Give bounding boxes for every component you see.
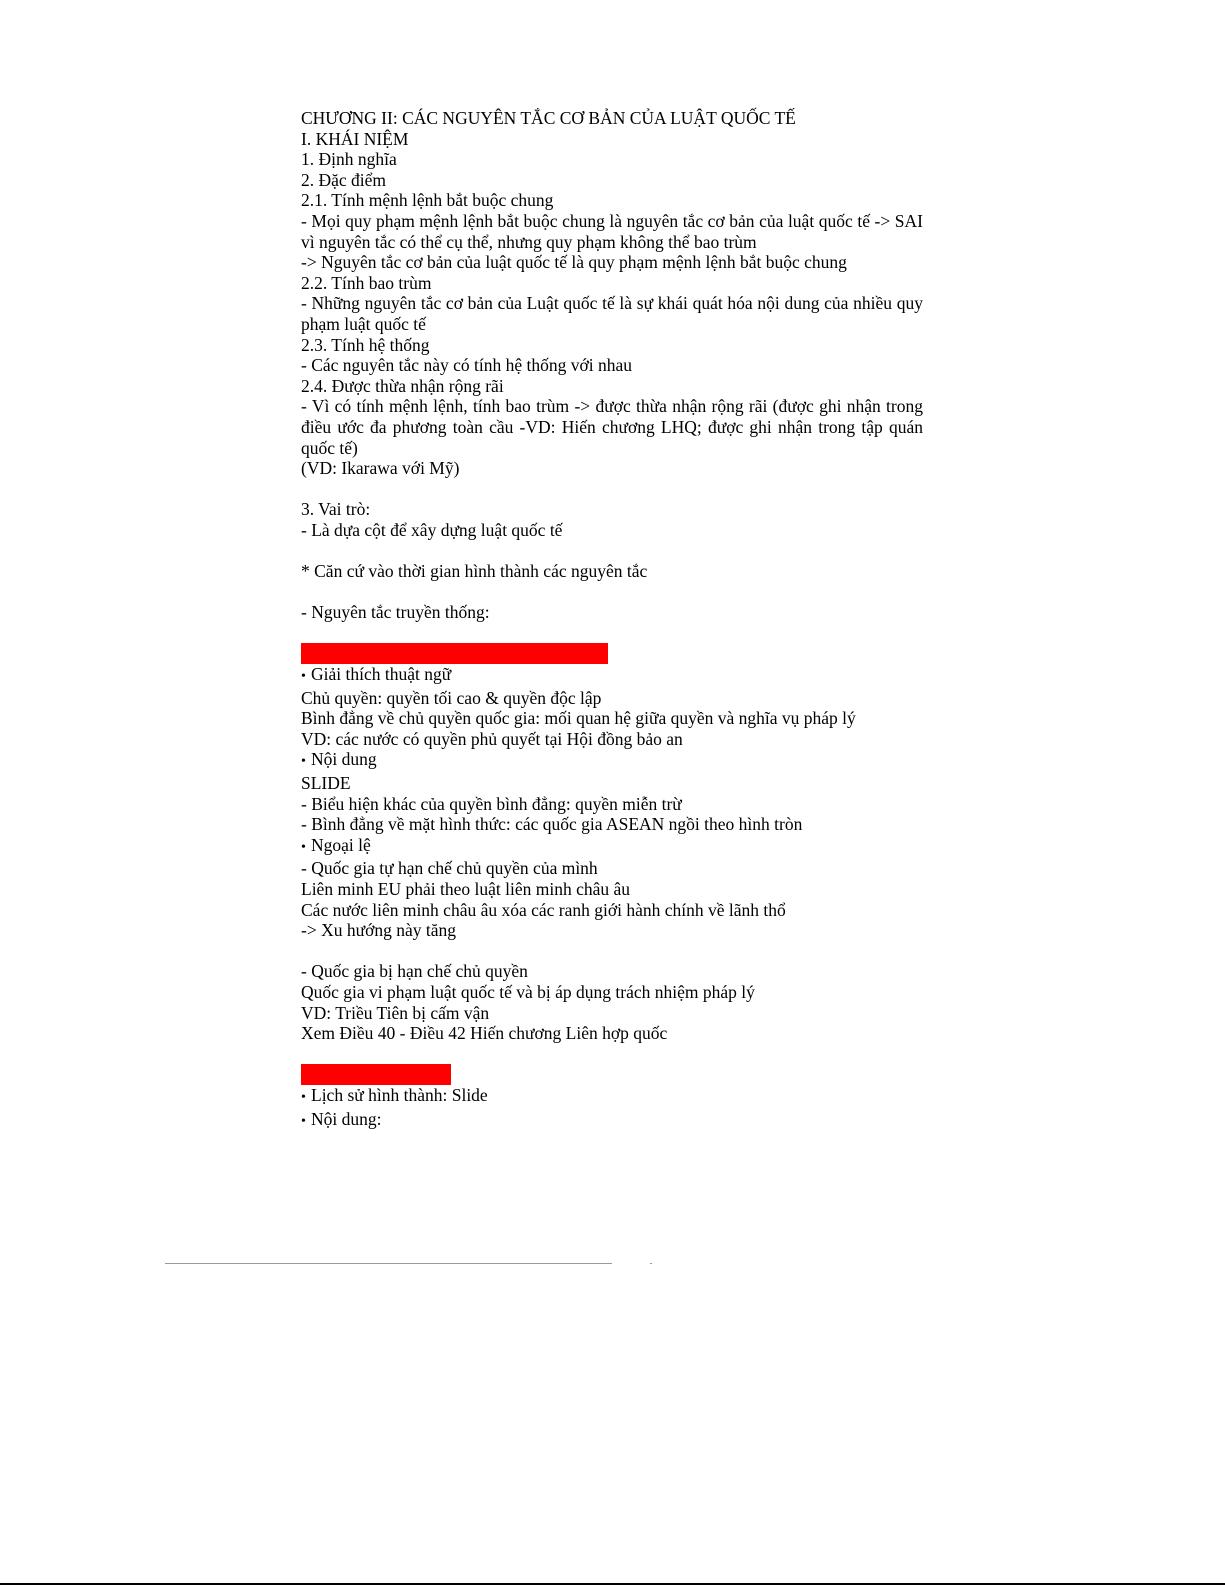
- text-line: 3. Vai trò:: [301, 499, 371, 520]
- text-line: 2.1. Tính mệnh lệnh bắt buộc chung: [301, 190, 554, 211]
- bullet-dot-icon: •: [301, 1113, 306, 1129]
- blank-line: [301, 479, 923, 500]
- page-divider-gap: [612, 1260, 650, 1264]
- text-line: 2.3. Tính hệ thống: [301, 334, 430, 355]
- highlighted-heading: [301, 643, 923, 664]
- text-line: 1. Định nghĩa: [301, 149, 397, 170]
- paragraph-line: - Những nguyên tắc cơ bản của Luật quốc tế là sự khái quát hóa nội dung của nhiều quy phạm luật quốc tế: [301, 293, 923, 334]
- text-line: - Bình đẳng về mặt hình thức: các quốc gia ASEAN ngồi theo hình tròn: [301, 814, 803, 835]
- blank-line: [301, 540, 923, 561]
- text-line: Chủ quyền: quyền tối cao & quyền độc lập: [301, 687, 602, 708]
- text-line: - Biểu hiện khác của quyền bình đẳng: quyền miễn trừ: [301, 793, 682, 814]
- blank-line: [301, 582, 923, 603]
- highlighted-text: – pacta sunt servanda: [301, 1064, 452, 1085]
- bullet-item: [301, 664, 923, 688]
- text-line: - Là dựa cột để xây dựng luật quốc tế: [301, 519, 563, 540]
- bullet-dot-icon: •: [301, 839, 306, 855]
- paragraph-line: - Vì có tính mệnh lệnh, tính bao trùm -> được thừa nhận rộng rãi (được ghi nhận trong điều ước đa phương toàn cầu -VD: Hiến chương LHQ; được ghi nhận trong tập quán quốc tế): [301, 396, 923, 458]
- text-line: - Các nguyên tắc này có tính hệ thống với nhau: [301, 355, 632, 376]
- text-line: (VD: Ikarawa với Mỹ): [301, 458, 460, 479]
- text-line: -> Nguyên tắc cơ bản của luật quốc tế là quy phạm mệnh lệnh bắt buộc chung: [301, 252, 847, 273]
- bullet-item: [301, 749, 923, 773]
- bullet-item: [301, 835, 923, 859]
- bullet-item: [301, 1109, 923, 1133]
- text-line: 2.2. Tính bao trùm: [301, 272, 432, 293]
- text-line: SLIDE: [301, 773, 351, 793]
- text-line: Bình đẳng về chủ quyền quốc gia: mối quan hệ giữa quyền và nghĩa vụ pháp lý: [301, 708, 856, 729]
- blank-line: [301, 623, 923, 644]
- highlighted-text: – bình đẳng về chủ quyền giữa các quốc gia: [301, 643, 609, 664]
- page-divider-line: [165, 1263, 652, 1264]
- paragraph-line: - Mọi quy phạm mệnh lệnh bắt buộc chung là nguyên tắc cơ bản của luật quốc tế -> SAI vì nguyên tắc có thể cụ thể, nhưng quy phạm không thể bao trùm: [301, 210, 923, 252]
- bullet-dot-icon: •: [301, 754, 306, 770]
- bullet-text: Ngoại lệ: [311, 834, 371, 855]
- text-line: VD: các nước có quyền phủ quyết tại Hội đồng bảo an: [301, 728, 683, 749]
- text-line: CHƯƠNG II: CÁC NGUYÊN TẮC CƠ BẢN CỦA LUẬT QUỐC TẾ: [301, 108, 796, 128]
- text-line: -> Xu hướng này tăng: [301, 920, 456, 941]
- bullet-text: Nội dung:: [311, 1108, 382, 1129]
- text-line: Xem Điều 40 - Điều 42 Hiến chương Liên hợp quốc: [301, 1023, 668, 1044]
- text-line: Quốc gia vi phạm luật quốc tế và bị áp dụng trách nhiệm pháp lý: [301, 981, 755, 1002]
- document-body: [301, 108, 923, 1132]
- bullet-dot-icon: •: [301, 1089, 306, 1105]
- text-line: I. KHÁI NIỆM: [301, 128, 409, 149]
- blank-line: [301, 1044, 923, 1065]
- text-line: - Nguyên tắc truyền thống:: [301, 602, 490, 623]
- text-line: * Căn cứ vào thời gian hình thành các nguyên tắc: [301, 561, 648, 582]
- text-line: Liên minh EU phải theo luật liên minh châu âu: [301, 878, 631, 899]
- bullet-item: [301, 1085, 923, 1109]
- text-line: VD: Triều Tiên bị cấm vận: [301, 1002, 490, 1023]
- text-line: 2. Đặc điểm: [301, 169, 387, 190]
- text-line: Các nước liên minh châu âu xóa các ranh giới hành chính về lãnh thổ: [301, 899, 786, 920]
- highlighted-heading: [301, 1064, 923, 1085]
- bullet-dot-icon: •: [301, 669, 306, 685]
- bullet-text: Lịch sử hình thành: Slide: [311, 1084, 488, 1105]
- text-line: 2.4. Được thừa nhận rộng rãi: [301, 375, 504, 396]
- blank-line: [301, 941, 923, 962]
- text-line: - Quốc gia bị hạn chế chủ quyền: [301, 961, 528, 982]
- bullet-text: Nội dung: [311, 749, 377, 770]
- bullet-text: Giải thích thuật ngữ: [311, 664, 452, 685]
- text-line: - Quốc gia tự hạn chế chủ quyền của mình: [301, 858, 598, 879]
